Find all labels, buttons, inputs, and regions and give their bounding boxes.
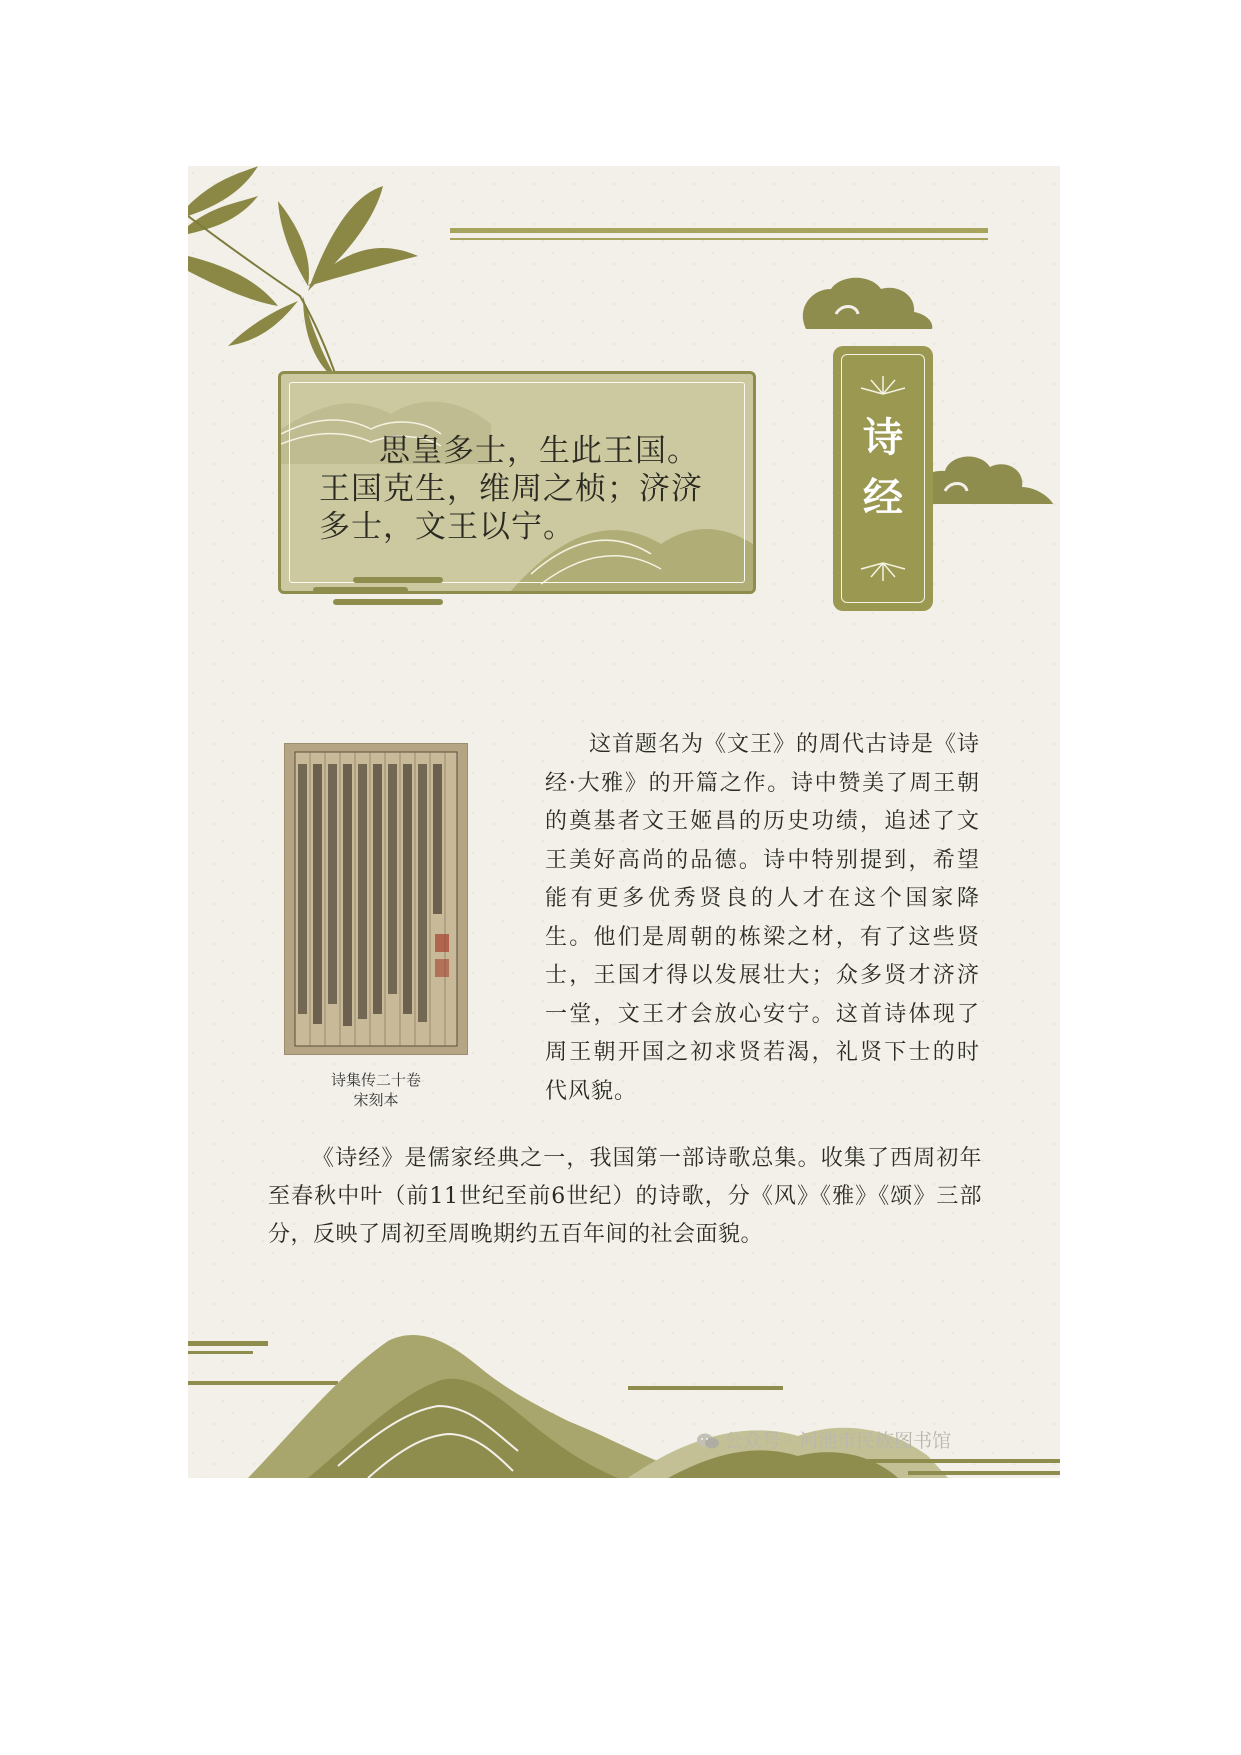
poem-line-3: 多士，文王以宁。 (319, 509, 575, 545)
wechat-icon (696, 1431, 720, 1451)
photo-caption-line-2: 宋刻本 (353, 1091, 399, 1109)
bamboo-leaves-decoration (188, 166, 448, 396)
cloud-lines-ornament (313, 575, 453, 611)
poem-excerpt (319, 432, 719, 546)
body-paragraph-1: 这首题名为《文王》的周代古诗是《诗经·大雅》的开篇之作。诗中赞美了周王朝的奠基者文王姬昌的历史功绩，追述了文王美好高尚的品德。诗中特别提到，希望能有更多优秀贤良的人才在这个国家降生。他们是周朝的栋梁之材，有了这些贤士，王国才得以发展壮大；众多贤才济济一堂，文王才会放心安宁。这首诗体现了周王朝开国之初求贤若渴，礼贤下士的时代风貌。 (545, 732, 981, 1104)
quote-panel (278, 371, 756, 594)
sunburst-ornament-bottom (853, 561, 913, 591)
watermark-text: 公众号 · 河池市民族图书馆 (724, 1430, 952, 1452)
watermark (696, 1426, 951, 1453)
bottom-mountains-decoration (188, 1326, 1060, 1478)
poem-line-2: 王国克生，维周之桢；济济 (319, 471, 703, 507)
poster-page (188, 166, 1060, 1478)
title-char-1: 诗 (863, 414, 903, 461)
title-tag (833, 346, 933, 611)
ancient-book-photo (285, 744, 467, 1054)
cloud-ornament-top (796, 274, 936, 334)
body-paragraph-2: 《诗经》是儒家经典之一，我国第一部诗歌总集。收集了西周初年至春秋中叶（前11世纪至前6世纪）的诗歌，分《风》《雅》《颂》三部分，反映了周初至周晚期约五百年间的社会面貌。 (268, 1146, 982, 1247)
photo-caption (285, 1070, 467, 1110)
sunburst-ornament-top (853, 366, 913, 396)
top-divider-lines (450, 228, 988, 244)
title-char-2: 经 (863, 474, 903, 521)
ancient-book-page-image (285, 744, 467, 1054)
photo-caption-line-1: 诗集传二十卷 (330, 1071, 421, 1089)
poem-line-1: 思皇多士，生此王国。 (379, 433, 699, 469)
